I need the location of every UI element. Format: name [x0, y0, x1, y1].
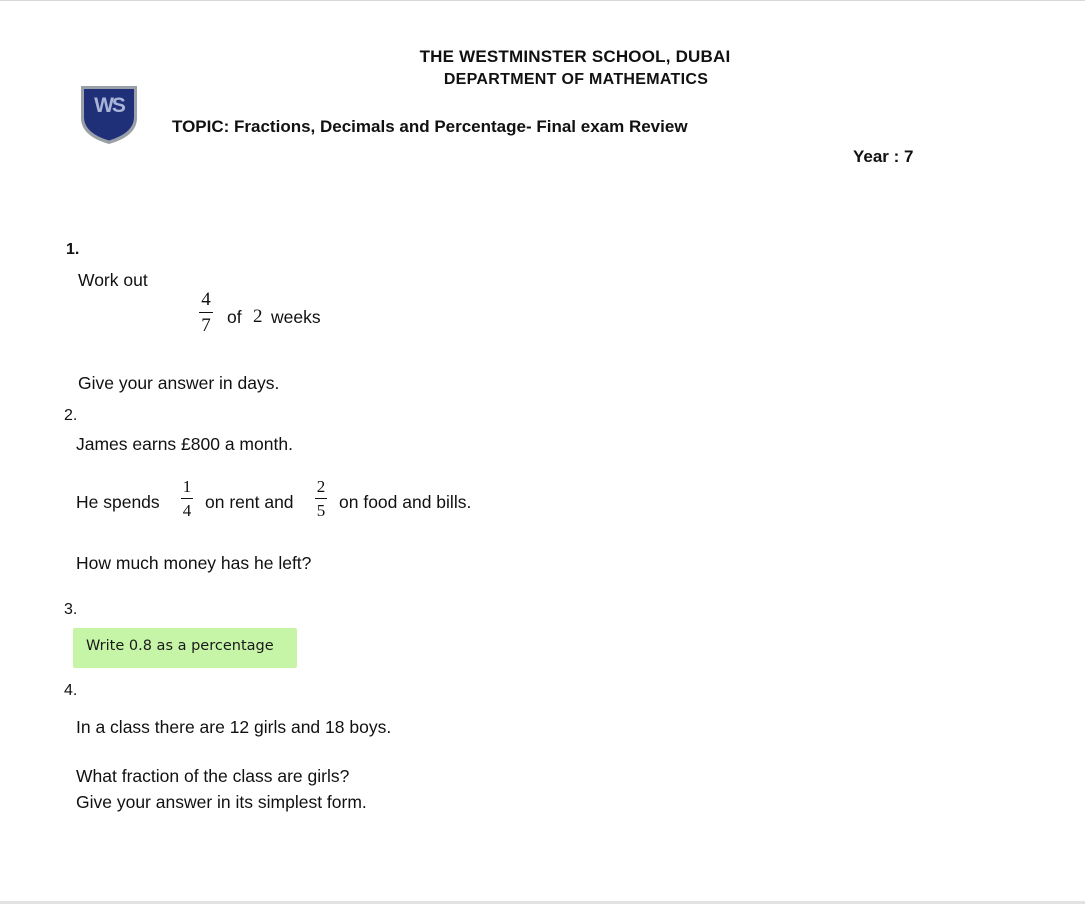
question-1-answer-instruction: Give your answer in days.: [78, 373, 280, 393]
page-top-border: [0, 0, 1085, 1]
question-4-question: What fraction of the class are girls?: [76, 766, 350, 786]
school-logo: [78, 82, 140, 146]
question-2-he-spends: He spends: [76, 492, 160, 512]
question-2-number: 2.: [64, 407, 78, 424]
topic-title: TOPIC: Fractions, Decimals and Percentage- Final exam Review: [172, 117, 688, 136]
question-2-rent-numerator: 1: [182, 477, 192, 496]
question-1-of: of: [227, 307, 242, 327]
question-1-fraction-numerator: 4: [201, 289, 211, 310]
question-4-number: 4.: [64, 682, 78, 699]
department-name: DEPARTMENT OF MATHEMATICS: [443, 71, 709, 88]
school-name: THE WESTMINSTER SCHOOL, DUBAI: [419, 47, 731, 66]
question-3-number: 3.: [64, 601, 78, 618]
question-1-instruction: Work out: [78, 270, 148, 290]
question-2-food-numerator: 2: [316, 477, 326, 496]
question-2-food-denominator: 5: [316, 501, 326, 521]
question-2-how-much-left: How much money has he left?: [76, 553, 312, 573]
school-logo-text: WS: [94, 94, 124, 117]
question-1-number-two: 2: [253, 306, 263, 327]
question-4-class-info: In a class there are 12 girls and 18 boys.: [76, 717, 392, 737]
question-1-fraction-denominator: 7: [201, 315, 211, 337]
fraction-bar: [199, 312, 213, 313]
year-label: Year : 7: [853, 147, 914, 166]
question-2-food-fraction: [315, 478, 327, 519]
question-2-rent-fraction: [181, 478, 193, 519]
fraction-bar: [181, 498, 193, 499]
question-3-text: Write 0.8 as a percentage: [86, 638, 274, 654]
question-2-earnings: James earns £800 a month.: [76, 434, 293, 454]
question-2-on-food-and-bills: on food and bills.: [339, 492, 472, 512]
fraction-bar: [315, 498, 327, 499]
question-2-rent-denominator: 4: [182, 501, 192, 521]
question-4-answer-instruction: Give your answer in its simplest form.: [76, 792, 367, 812]
question-1-weeks: weeks: [271, 307, 321, 327]
question-2-on-rent-and: on rent and: [205, 492, 294, 512]
question-1-fraction: [199, 290, 213, 335]
question-1-number: 1.: [66, 241, 80, 258]
